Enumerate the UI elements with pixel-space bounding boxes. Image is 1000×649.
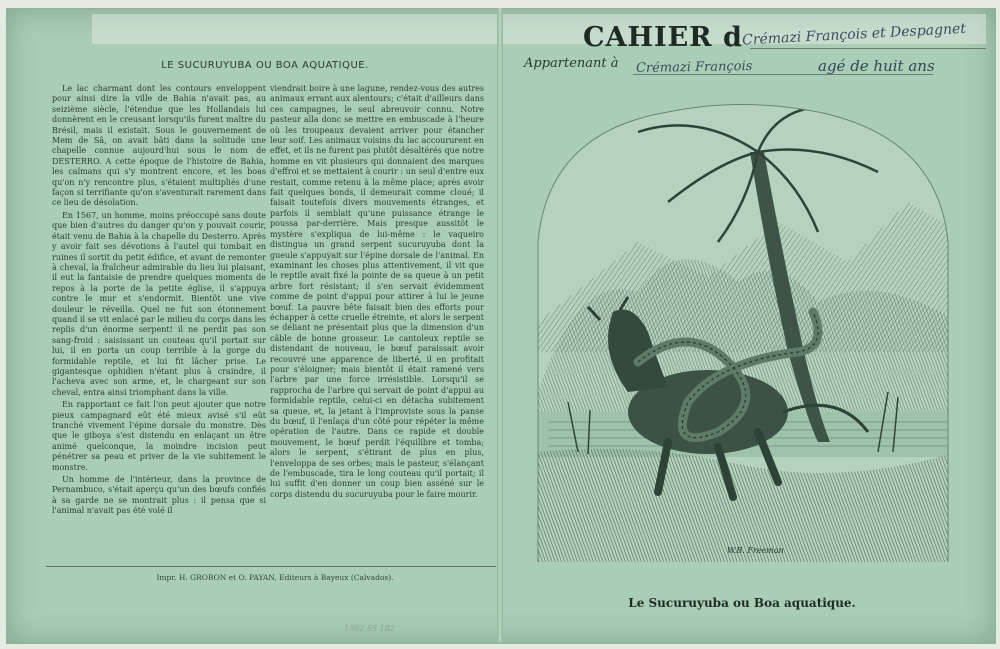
- boa-engraving-illustration: [518, 92, 964, 564]
- belonging-label: Appartenant à: [524, 56, 619, 71]
- article-column-1: [52, 84, 266, 554]
- handwritten-owner-age: agé de huit ans: [818, 57, 935, 75]
- article-paragraph: En 1567, un homme, moins préoccupé sans doute que bien d'autres du danger qu'on y pouvait courir, était venu de Bahia à la chapelle du Desterro. Après y avoir fait ses dévotions à l'autel qui tombait en ruines il sortit du petit édifice, et avant de remonter à cheval, la fraîcheur admirable du lieu lui plaisant, il eut la fantaisie de prendre quelques moments de repos à la porte de la petite église, il s'appuya contre le mur et s'endormit. Bientôt une vive douleur le réveilla. Quel ne fut son étonnement quand il se vit enlacé par le milieu du corps dans les replis d'un énorme serpent! il ne perdit pas son sang-froid : saisissant un couteau qu'il portait sur lui, il en porta un coup terrible à la gorge du formidable reptile, et lui fit lâcher prise. Le gigantesque ophidien n'étant plus à craindre, il l'acheva avec son arme, et, le chargeant sur son cheval, entra ainsi triomphant dans la ville.: [52, 210, 266, 397]
- handwritten-owner-name: Crémazi François: [635, 58, 753, 77]
- cahier-heading: CAHIER d: [583, 22, 743, 53]
- article-paragraph: En rapportant ce fait l'on peut ajouter que notre pieux campagnard eût été mieux avisé s'il eût tranché vivement l'épine dorsale du monstre. Dès que le giboya s'est distendu en enlaçant un être animé quelconque, la moindre incision peut pénétrer sa peau et priver de la vie subitement le monstre.: [52, 400, 266, 472]
- handwritten-owner: Crémazi François et Despagnet: [741, 20, 967, 49]
- article-paragraph: Un homme de l'intérieur, dans la province de Pernambuco, s'était aperçu qu'un des bœufs confiés à sa garde ne se montrait plus : il pensa que si l'animal n'avait pas été volé il: [52, 475, 266, 516]
- engraver-signature: W.B. Freeman: [727, 546, 784, 555]
- printer-imprint: Impr. H. GROBON et O. PAYAN, Editeurs à Bayeux (Calvados).: [156, 573, 394, 582]
- article-column-2: [270, 84, 484, 554]
- article-title: LE SUCURUYUBA OU BOA AQUATIQUE.: [161, 60, 369, 71]
- notebook-spine: [497, 8, 503, 642]
- pencil-inventory-note: 1982 85 182: [344, 624, 395, 633]
- illustration-caption: Le Sucuruyuba ou Boa aquatique.: [628, 596, 856, 610]
- owner-underline: [750, 48, 986, 49]
- imprint-divider: [46, 566, 496, 567]
- article-paragraph: Le lac charmant dont les contours enveloppent pour ainsi dire la ville de Bahia n'avait pas, au seizième siècle, l'étendue que les Hollandais lui donnèrent en le creusant lorsqu'ils furent maître du Brésil, mais il existait. Sous le gouvernement de Mem de Sâ, on avait bâti dans la solitude une chapelle connue aujourd'hui sous le nom de DESTERRO. A cette époque de l'histoire de Bahia, les caïmans qui s'y montrent encore, et les boas qu'on n'y rencontre plus, s'étaient multipliés d'une façon si terrifiante qu'on s'aventurait rarement dans ce lieu de désolation.: [52, 84, 266, 208]
- article-paragraph: viendrait boire à une lagune, rendez-vous des autres animaux errant aux alentours; c'était d'ailleurs dans ces campagnes, le seul abreuvoir connu. Notre pasteur alla donc se mettre en embuscade à l'heure où les troupeaux devaient arriver pour étancher leur soif. Les animaux voisins du lac accoururent en effet, et ils ne furent pas plutôt désaltérés que notre homme en vit plusieurs qui donnaient des marques d'effroi et se mettaient à courir : un seul d'entre eux restait, comme retenu à la même place; après avoir fait quelques bonds, il demeurait comme cloué; il faisait toutefois divers mouvements étranges, et parfois il semblait qu'une puissance étrange le poussa par-derrière. Mais presque aussitôt le mystère s'expliqua de lui-même : le vaqueiro distingua un grand serpent sucuruyuba dont la gueule s'appuyait sur l'épine dorsale de l'animal. En examinant les choses plus attentivement, il vit que le reptile avait fixé la pointe de sa queue à un petit arbre fort résistant; il s'en servait évidemment comme de point d'appui pour attirer à lui le jeune bœuf. La pauvre bête faisait bien des efforts pour échapper à cette cruelle étreinte, et alors le serpent se déliant ne présentait plus que la dimension d'un câble de bonne grosseur. Le cantoleux reptile se distendant de nouveau, le bœuf paraissait avoir recouvré une apparence de liberté, il en profitait pour s'éloigner; mais bientôt il était ramené vers l'arbre par une force irrésistible. Lorsqu'il se rapprocha de l'arbre qui servait de point d'appui au formidable reptile, celui-ci en détacha subitement sa queue, et, la jetant à l'improviste sous la panse du bœuf, il l'enlaça d'un côté pour répéter la même opération de l'autre. Dans ce rapide et double mouvement, le bœuf perdit l'équilibre et tomba; alors le serpent, s'étirant de plus en plus, l'enveloppa de ses orbes; mais le pasteur, s'élançant de l'embuscade, tira le long couteau qu'il portait; il lui suffit d'en donner un coup bien asséné sur le corps distendu du sucuruyuba pour le faire mourir.: [270, 84, 484, 499]
